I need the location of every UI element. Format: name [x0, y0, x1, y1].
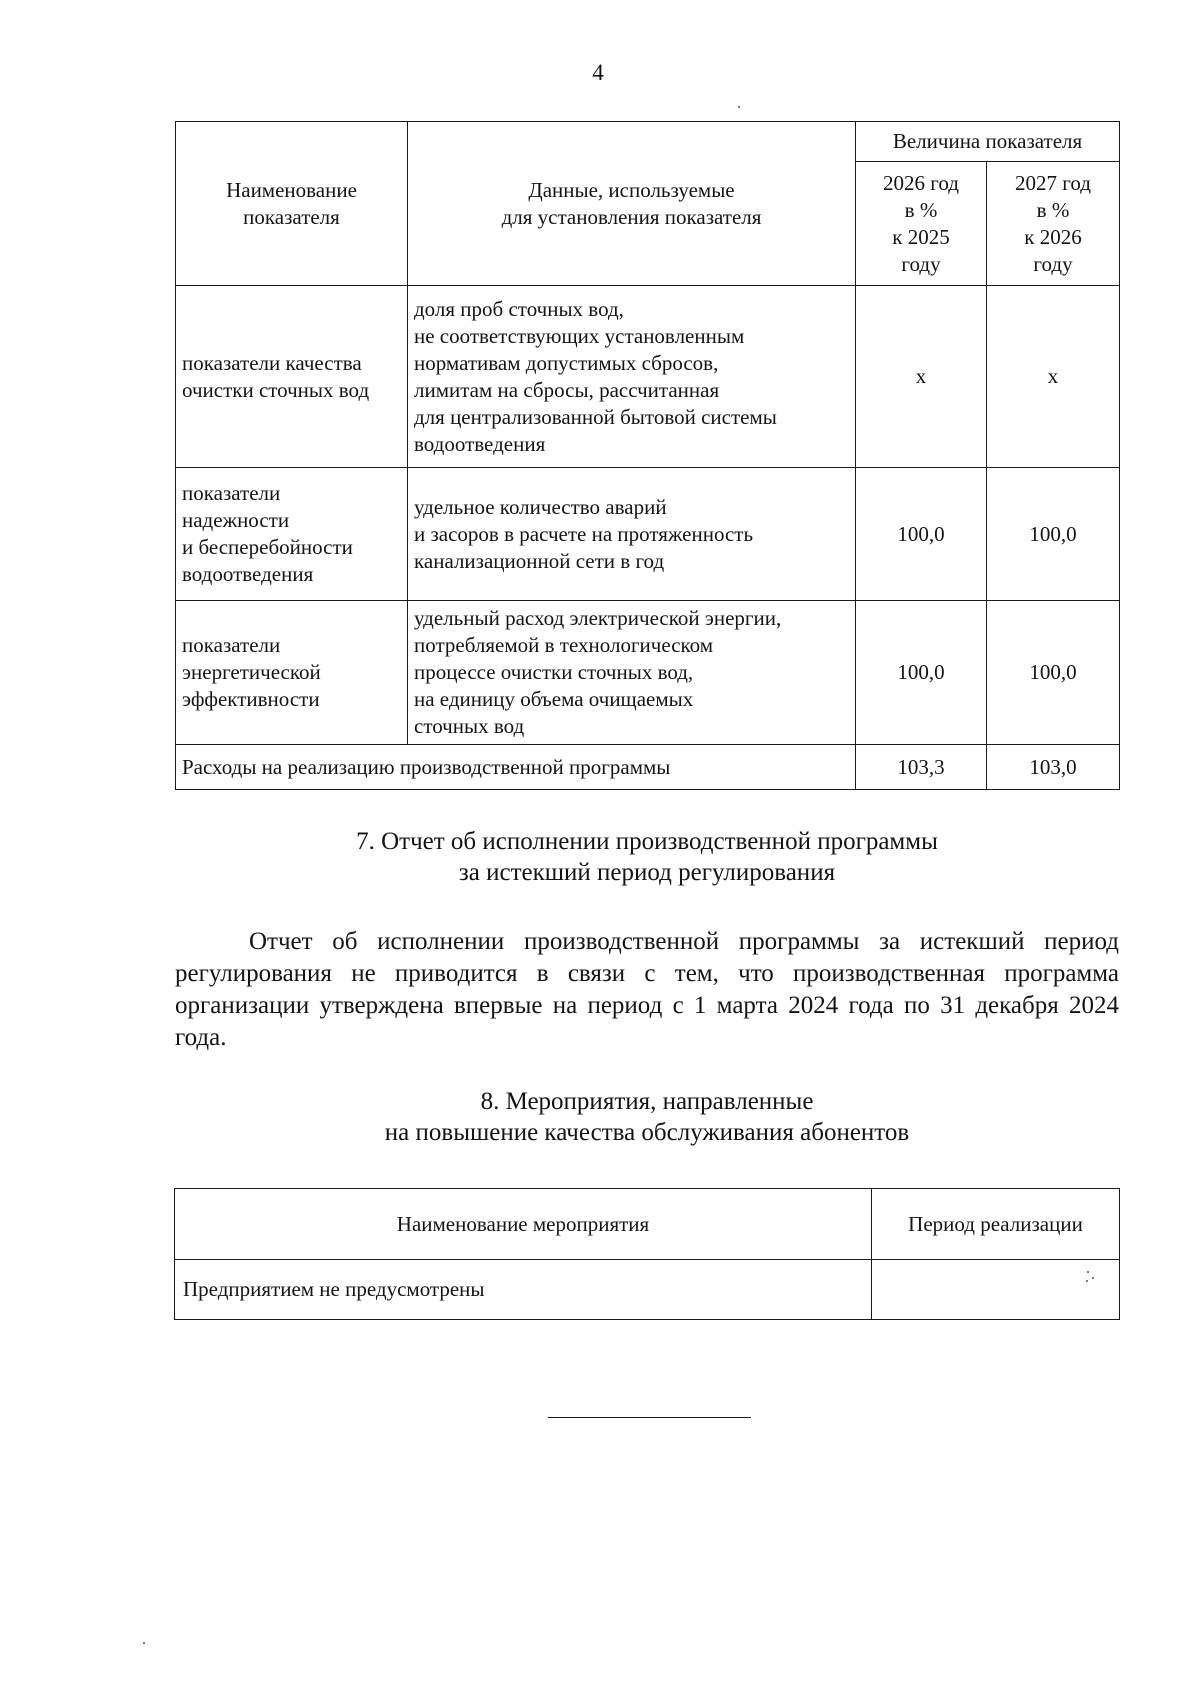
- indicator-data-cell: доля проб сточных вод, не соответствующих установленным нормативам допустимых сбросов, лимитам на сбросы, рассчитанная для централизованной бытовой системы водоотведения: [408, 286, 856, 468]
- measure-period-cell: [872, 1260, 1120, 1320]
- section-7-text: Отчет об исполнении производственной программы за истекший период регулирования не приводится в связи с тем, что производственная программа организации утверждена впервые на период с 1 марта 2024 года по 31 декабря 2024 года.: [175, 928, 1119, 1051]
- page-number: 4: [592, 60, 604, 85]
- value-2026-cell: 100,0: [856, 468, 987, 601]
- table-row: [176, 286, 1120, 468]
- scan-speck: [143, 1642, 145, 1644]
- table-row: [175, 1260, 1120, 1320]
- indicator-name-cell: показатели качества очистки сточных вод: [176, 286, 408, 468]
- indicator-data-cell: удельное количество аварий и засоров в расчете на протяженность канализационной сети в год: [408, 468, 856, 601]
- scan-speck: [1087, 1271, 1089, 1273]
- header-period: Период реализации: [872, 1189, 1120, 1260]
- value-2026-cell: 100,0: [856, 601, 987, 745]
- header-indicator-name: Наименование показателя: [176, 122, 408, 286]
- end-divider: [548, 1417, 751, 1418]
- total-label-cell: Расходы на реализацию производственной программы: [176, 745, 856, 790]
- section-7-title: 7. Отчет об исполнении производственной программы за истекший период регулирования: [356, 828, 938, 886]
- table-header-row: [176, 122, 1120, 162]
- table-total-row: [176, 745, 1120, 790]
- header-2026: 2026 год в % к 2025 году: [856, 162, 987, 286]
- section-8-title: 8. Мероприятия, направленные на повышение качества обслуживания абонентов: [384, 1088, 910, 1146]
- value-2027-cell: 100,0: [987, 468, 1120, 601]
- scan-speck: [738, 106, 740, 108]
- indicator-data-cell: удельный расход электрической энергии, потребляемой в технологическом процессе очистки сточных вод, на единицу объема очищаемых сточных вод: [408, 601, 856, 745]
- indicators-table: [175, 121, 1120, 790]
- header-value-group: Величина показателя: [856, 122, 1120, 162]
- measure-name-cell: Предприятием не предусмотрены: [175, 1260, 872, 1320]
- total-2026-cell: 103,3: [856, 745, 987, 790]
- table-header-row: [175, 1189, 1120, 1260]
- table-row: [176, 468, 1120, 601]
- indicator-name-cell: показатели надежности и бесперебойности водоотведения: [176, 468, 408, 601]
- measures-table: [174, 1188, 1120, 1320]
- scan-speck: [1092, 1277, 1094, 1279]
- scan-speck: [1086, 1280, 1088, 1282]
- header-data-source: Данные, используемые для установления показателя: [408, 122, 856, 286]
- header-2027: 2027 год в % к 2026 году: [987, 162, 1120, 286]
- value-2027-cell: x: [987, 286, 1120, 468]
- table-row: [176, 601, 1120, 745]
- indicator-name-cell: показатели энергетической эффективности: [176, 601, 408, 745]
- value-2026-cell: x: [856, 286, 987, 468]
- header-measure-name: Наименование мероприятия: [175, 1189, 872, 1260]
- value-2027-cell: 100,0: [987, 601, 1120, 745]
- total-2027-cell: 103,0: [987, 745, 1120, 790]
